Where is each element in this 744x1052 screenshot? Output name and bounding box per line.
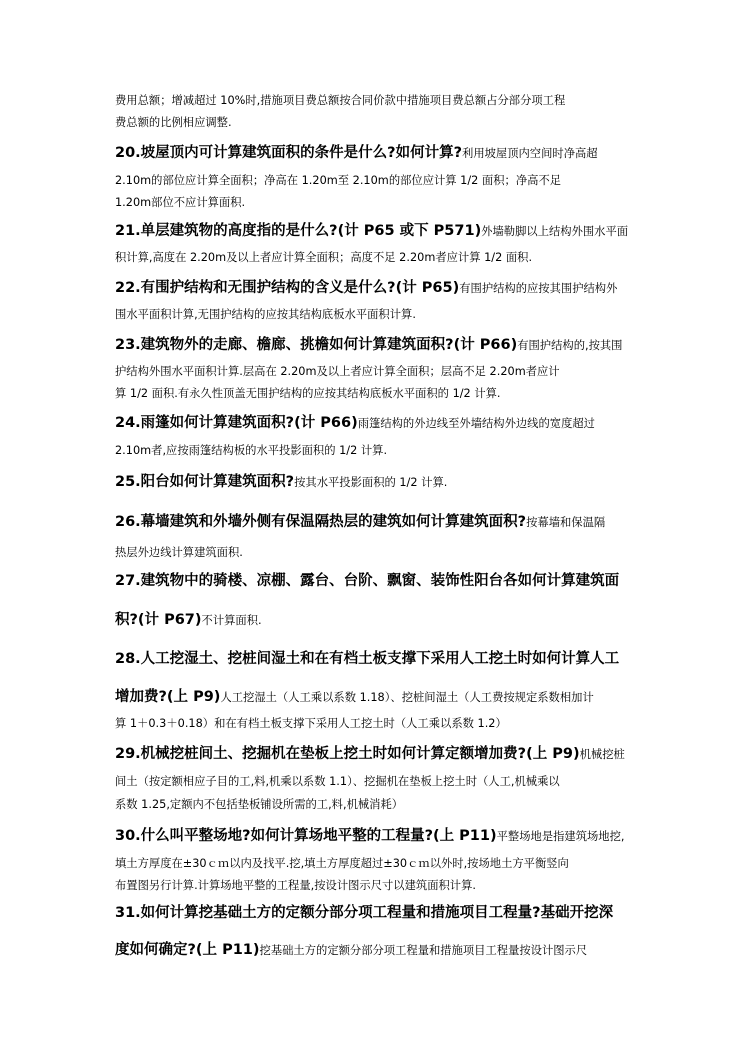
question-heading: 31.如何计算挖基础土方的定额分部分项工程量和措施项目工程量?基础开挖深 [115,905,614,921]
answer-text: 有围护结构的应按其围护结构外 [459,282,618,295]
text-line [115,441,387,457]
text-line [115,572,619,589]
text-line [115,854,569,870]
answer-text: 按幕墙和保温隔 [526,516,606,529]
answer-text: 不计算面积. [201,614,262,627]
text-line [115,650,619,667]
answer-text: 2.10m者,应按雨篷结构板的水平投影面积的 1/2 计算. [115,444,388,457]
text-line [115,513,605,530]
answer-text: 按其水平投影面积的 1/2 计算. [294,476,448,489]
text-line [115,772,560,788]
text-line [115,941,587,958]
answer-text: 围水平面积计算,无围护结构的应按其结构底板水平面积计算. [115,308,416,321]
question-heading: 28.人工挖湿土、挖桩间湿土和在有档土板支撑下采用人工挖土时如何计算人工 [115,651,620,667]
text-line [115,795,403,811]
text-line [115,171,561,187]
question-heading: 26.幕墙建筑和外墙外侧有保温隔热层的建筑如何计算建筑面积? [115,514,527,530]
text-line [115,714,507,730]
text-line [115,222,628,239]
answer-text: 算 1＋0.3＋0.18）和在有档土板支撑下采用人工挖土时（人工乘以系数 1.2） [115,717,507,730]
question-heading: 20.坡屋顶内可计算建筑面积的条件是什么?如何计算? [115,145,463,161]
text-line [115,384,501,400]
question-heading: 增加费?(上 P9) [115,689,221,705]
answer-text: 积计算,高度在 2.20m及以上者应计算全面积；高度不足 2.20m者应计算 1/2 面积. [115,251,533,264]
answer-text: 挖基础土方的定额分部分项工程量和措施项目工程量按设计图示尺 [259,944,588,957]
text-line [115,113,232,129]
answer-text: 平整场地是指建筑场地挖, [496,830,625,843]
question-heading: 21.单层建筑物的高度指的是什么?(计 P65 或下 P571) [115,223,482,239]
answer-text: 间土（按定额相应子目的工,料,机乘以系数 1.1）、挖掘机在垫板上挖土时（人工,机械乘以 [115,775,560,788]
answer-text: 热层外边线计算建筑面积. [115,546,243,559]
answer-text: 系数 1.25,定额内不包括垫板铺设所需的工,料,机械消耗） [115,798,404,811]
question-heading: 23.建筑物外的走廊、檐廊、挑檐如何计算建筑面积?(计 P66) [115,337,518,353]
answer-text: 费总额的比例相应调整. [115,116,232,129]
text-line [115,827,624,844]
question-heading: 25.阳台如何计算建筑面积? [115,474,295,490]
answer-text: 2.10m的部位应计算全面积；净高在 1.20m至 2.10m的部位应计算 1/2 面积；净高不足 [115,174,562,187]
answer-text: 费用总额；增减超过 10%时,措施项目费总额按合同价款中措施项目费总额占分部分项工程 [115,94,566,107]
text-line [115,473,447,490]
text-line [115,688,594,705]
text-line [115,904,613,921]
text-line [115,305,416,321]
question-heading: 22.有围护结构和无围护结构的含义是什么?(计 P65) [115,280,460,296]
answer-text: 雨篷结构的外边线至外墙结构外边线的宽度超过 [357,417,595,430]
text-line [115,876,476,892]
answer-text: 算 1/2 面积.有永久性顶盖无围护结构的应按其结构底板水平面积的 1/2 计算. [115,387,501,400]
text-line [115,248,532,264]
question-heading: 29.机械挖桩间土、挖掘机在垫板上挖土时如何计算定额增加费?(上 P9) [115,746,580,762]
text-line [115,336,622,353]
question-heading: 度如何确定?(上 P11) [115,942,260,958]
text-line [115,279,617,296]
answer-text: 人工挖湿土（人工乘以系数 1.18）、挖桩间湿土（人工费按规定系数相加计 [220,691,594,704]
text-line [115,745,625,762]
answer-text: 布置图另行计算.计算场地平整的工程量,按设计图示尺寸以建筑面积计算. [115,879,476,892]
text-line [115,543,243,559]
text-line [115,611,262,628]
answer-text: 外墙勒脚以上结构外围水平面 [481,225,629,238]
answer-text: 护结构外围水平面积计算.层高在 2.20m及以上者应计算全面积；层高不足 2.20m者应计 [115,365,560,378]
answer-text: 有围护结构的,按其围 [517,339,623,352]
question-heading: 积?(计 P67) [115,612,202,628]
text-line [115,193,245,209]
question-heading: 30.什么叫平整场地?如何计算场地平整的工程量?(上 P11) [115,828,497,844]
question-heading: 27.建筑物中的骑楼、凉棚、露台、台阶、飘窗、装饰性阳台各如何计算建筑面 [115,573,620,589]
text-line [115,414,595,431]
answer-text: 利用坡屋顶内空间时净高超 [462,147,598,160]
answer-text: 填土方厚度在±30ｃｍ以内及找平.挖,填土方厚度超过±30ｃｍ以外时,按场地土方平衡竖向 [115,857,569,870]
answer-text: 机械挖桩 [579,748,625,761]
answer-text: 1.20m部位不应计算面积. [115,196,246,209]
question-heading: 24.雨篷如何计算建筑面积?(计 P66) [115,415,358,431]
text-line [115,91,565,107]
text-line [115,362,560,378]
text-line [115,144,598,161]
